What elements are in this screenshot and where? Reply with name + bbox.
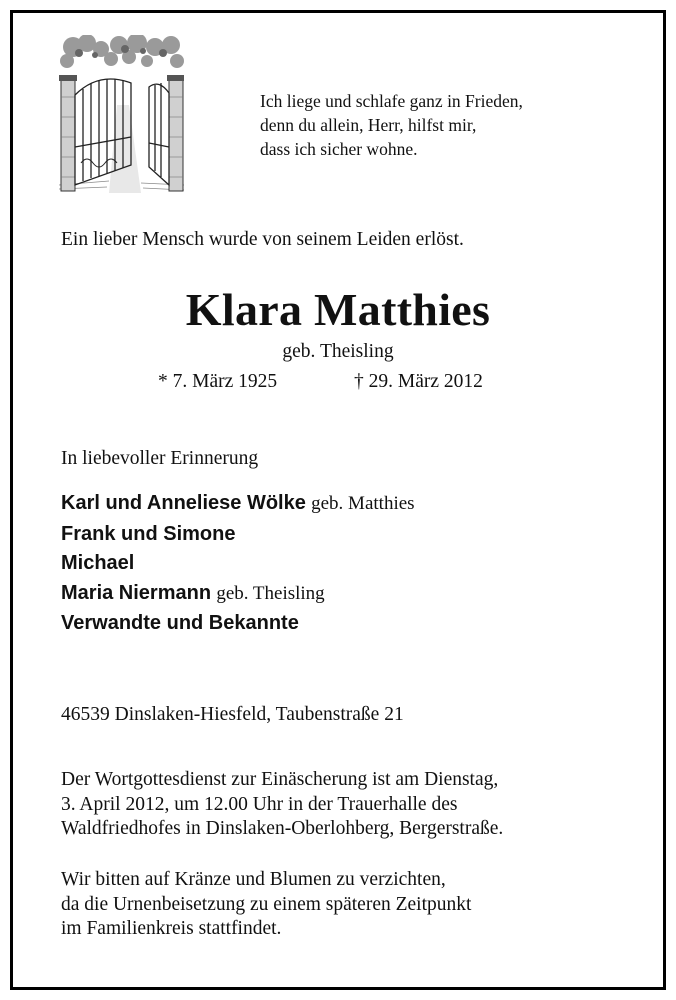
- cemetery-gate-icon: [59, 35, 184, 193]
- mourner-name: Michael: [61, 552, 135, 574]
- intro-text: Ein lieber Mensch wurde von seinem Leiden erlöst.: [61, 229, 464, 250]
- verse-line: Ich liege und schlafe ganz in Frieden,: [260, 91, 523, 111]
- flowers-line: da die Urnenbeisetzung zu einem späteren Zeitpunkt: [61, 893, 472, 915]
- mourner-row: [61, 519, 641, 549]
- birth-name: geb. Theisling: [282, 341, 394, 362]
- mourner-name: Maria Niermann: [61, 581, 212, 604]
- birth-date: * 7. März 1925: [158, 371, 278, 392]
- deceased-name: Klara Matthies: [185, 284, 491, 335]
- service-line: 3. April 2012, um 12.00 Uhr in der Trauerhalle des: [61, 793, 458, 815]
- memory-line: In liebevoller Erinnerung: [61, 448, 259, 469]
- mourner-name: Karl und Anneliese Wölke: [61, 492, 306, 514]
- service-paragraph: [61, 768, 641, 842]
- service-line: Waldfriedhofes in Dinslaken-Oberlohberg, Bergerstraße.: [61, 818, 504, 839]
- family-address: 46539 Dinslaken-Hiesfeld, Taubenstraße 21: [61, 704, 404, 725]
- verse-line: denn du allein, Herr, hilfst mir,: [260, 115, 477, 135]
- mourner-row: [61, 608, 641, 638]
- service-line: Der Wortgottesdienst zur Einäscherung ist am Dienstag,: [61, 769, 499, 790]
- death-date: † 29. März 2012: [354, 371, 483, 392]
- flowers-line: im Familienkreis stattfindet.: [61, 918, 282, 939]
- mourner-row: [61, 488, 641, 519]
- mourner-row: [61, 578, 641, 609]
- mourner-note: geb. Theisling: [216, 582, 325, 604]
- mourner-name: Verwandte und Bekannte: [61, 612, 299, 634]
- mourners-list: [61, 488, 641, 638]
- flowers-line: Wir bitten auf Kränze und Blumen zu verzichten,: [61, 869, 446, 890]
- verse-line: dass ich sicher wohne.: [260, 139, 418, 159]
- mourner-note: geb. Matthies: [311, 493, 415, 514]
- mourner-name: Frank und Simone: [61, 522, 236, 545]
- bible-verse: [260, 89, 640, 161]
- flowers-paragraph: [61, 868, 641, 942]
- mourner-row: [61, 548, 641, 578]
- life-dates: [158, 370, 578, 394]
- obituary-notice: [10, 10, 666, 990]
